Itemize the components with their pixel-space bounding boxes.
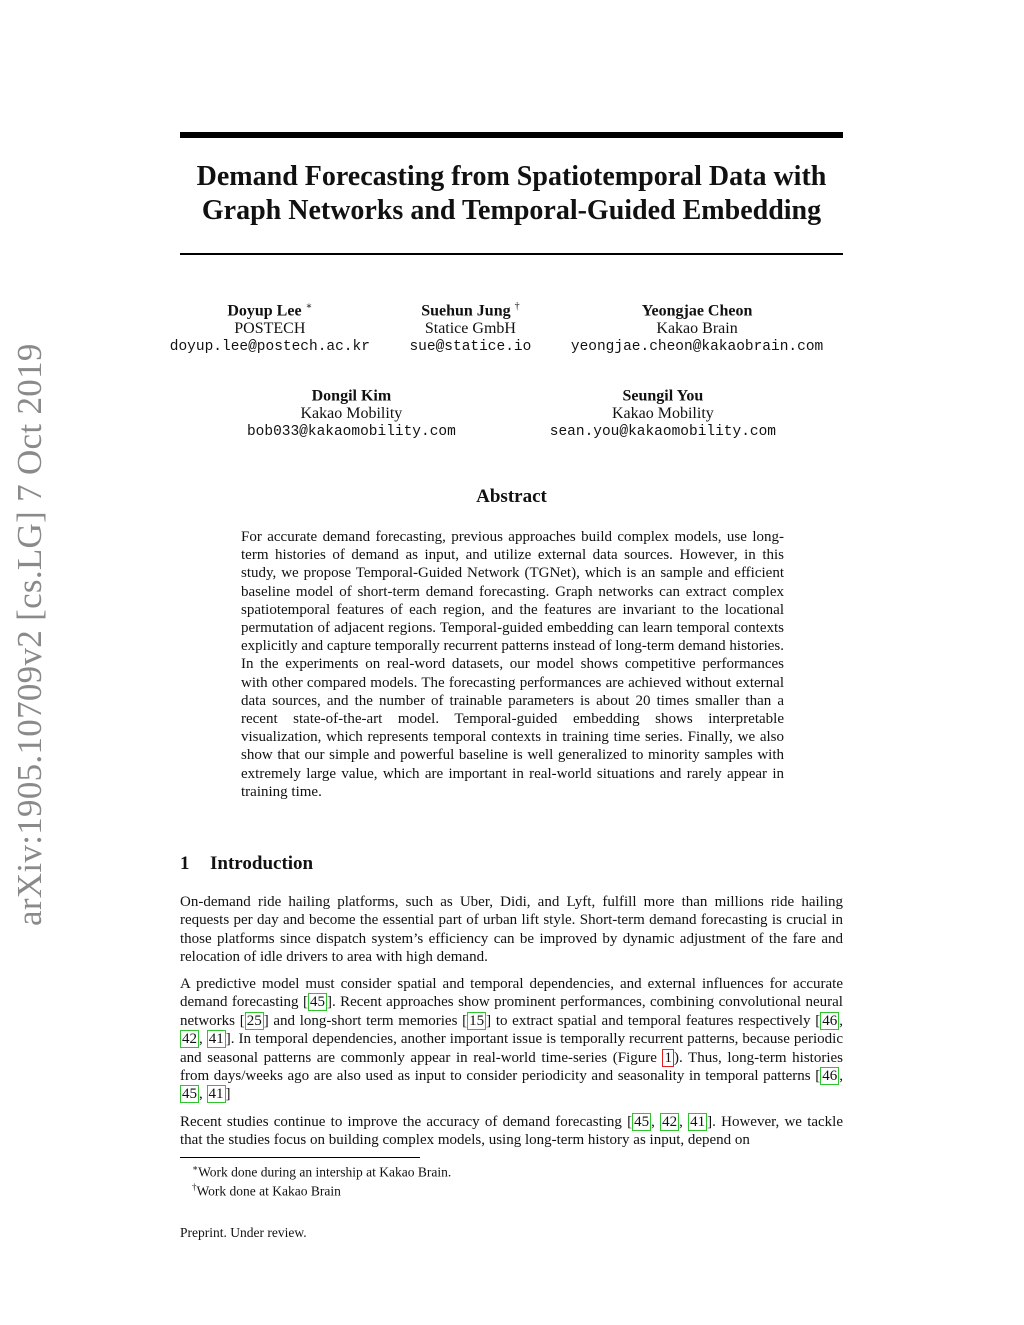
citation-link[interactable]: 46 (822, 1068, 838, 1085)
author-email: sue@statice.io (409, 339, 532, 356)
citation-link[interactable]: 46 (822, 1012, 838, 1029)
author-affiliation: Statice GmbH (424, 320, 516, 338)
section-heading (180, 853, 313, 875)
authors-row-1 (169, 298, 843, 356)
citation-link[interactable]: 15 (469, 1012, 485, 1029)
authors-row-2 (200, 383, 823, 441)
section-title: Introduction (210, 853, 314, 874)
author-affiliation: Kakao Mobility (612, 405, 714, 423)
paragraph-1: On-demand ride hailing platforms, such as Uber, Didi, and Lyft, fulfill more than millions ride hailing requests per day and become the essential part of urban lift style. Short-term demand forecasting is crucial in those platforms since dispatch system’s efficiency can be improved by dynamic adjustment of the fare and relocation of idle drivers to area with high demand. (180, 894, 843, 966)
title-line-1: Demand Forecasting from Spatiotemporal Data with (196, 161, 827, 192)
preprint-footer: Preprint. Under review. (180, 1225, 307, 1240)
title-bottom-rule (180, 253, 843, 255)
title-top-rule (180, 132, 843, 138)
author-affiliation: Kakao Brain (656, 320, 738, 338)
author-block (170, 298, 370, 356)
author-email: sean.you@kakaomobility.com (549, 424, 777, 441)
author-name: Seungil You (622, 387, 704, 405)
author-name: Dongil Kim (311, 387, 392, 405)
author-affiliation: Kakao Mobility (300, 405, 403, 423)
citation-link[interactable]: 42 (182, 1031, 197, 1048)
author-email: yeongjae.cheon@kakaobrain.com (570, 339, 824, 356)
title-line-2: Graph Networks and Temporal-Guided Embedding (201, 195, 822, 226)
footnote-rule (180, 1157, 420, 1158)
arxiv-stamp: arXiv:1905.10709v2 [cs.LG] 7 Oct 2019 (10, 343, 49, 926)
abstract-heading: Abstract (476, 486, 547, 507)
author-block (409, 298, 531, 356)
author-name: Doyup Lee ∗ (227, 301, 313, 320)
author-name: Yeongjae Cheon (641, 302, 753, 320)
citation-link[interactable]: 45 (182, 1086, 197, 1103)
abstract-text: For accurate demand forecasting, previous approaches build complex models, use long-term histories of demand as input, and utilize external data sources. However, in this study, we propose Temporal-Guided Network (TGNet), which is an sample and efficient baseline model of short-term demand forecasting. Graph networks can extract complex spatiotemporal features of each region, and the features are invariant to the locational permutation of adjacent regions. Temporal-guided embedding can learn temporal contexts explicitly and capture temporally recurrent patterns instead of long-term demand histories. In the experiments on real-word datasets, our model shows competitive performances with other compared models. The forecasting performances are achieved without external data sources, and the number of trainable parameters is about 20 times smaller than a recent state-of-the-art model. Temporal-guided embedding shows interpretable visualization, which represents temporal contexts in training time series. Finally, we also show that our simple and powerful baseline is well generalized to minority samples with extremely large value, which are important in real-world situations and rarely appear in training time. (241, 529, 784, 800)
author-block (550, 383, 776, 441)
citation-link[interactable]: 41 (208, 1086, 224, 1103)
paragraph-3: Recent studies continue to improve the accuracy of demand forecasting [ 45 , 42 , 41 ]. However, we tackle that the studies focus on building complex models, using long-term history as input, depend on (180, 1114, 844, 1149)
citation-link[interactable]: 45 (634, 1114, 650, 1130)
figure-reference-link[interactable]: 1 (664, 1049, 672, 1066)
author-email: doyup.lee@postech.ac.kr (169, 339, 370, 356)
footnote-2: †Work done at Kakao Brain (192, 1182, 341, 1199)
citation-link[interactable]: 42 (662, 1114, 678, 1130)
footnote-1: ∗Work done during an intership at Kakao Brain. (192, 1163, 452, 1180)
citation-link[interactable]: 45 (309, 994, 325, 1011)
citation-link[interactable]: 25 (246, 1012, 262, 1029)
author-block (571, 298, 823, 356)
author-block (247, 383, 456, 441)
paper-title (160, 160, 863, 228)
citation-link[interactable]: 41 (690, 1114, 706, 1130)
author-affiliation: POSTECH (234, 320, 306, 338)
paragraph-2: A predictive model must consider spatial and temporal dependencies, and external influences for accurate demand forecasting [ 45 ]. Recent approaches show prominent performances, combining convolutional neural networks [ 25 ] and long-short term memories [ 15 ] to extract spatial and temporal features respectively [ 46 , 42 , 41 ]. In temporal dependencies, another important issue is temporally recurrent patterns, because periodic and seasonal patterns are commonly appear in real-world time-series (Figure 1 ). Thus, long-term histories from days/weeks ago are also used as input to consider periodicity and seasonality in temporal patterns [ 46 , 45 , 41 ] (180, 976, 844, 1103)
section-number: 1 (180, 853, 190, 874)
citation-link[interactable]: 41 (208, 1031, 224, 1048)
author-email: bob033@kakaomobility.com (246, 424, 456, 441)
author-name: Suehun Jung † (421, 301, 520, 320)
